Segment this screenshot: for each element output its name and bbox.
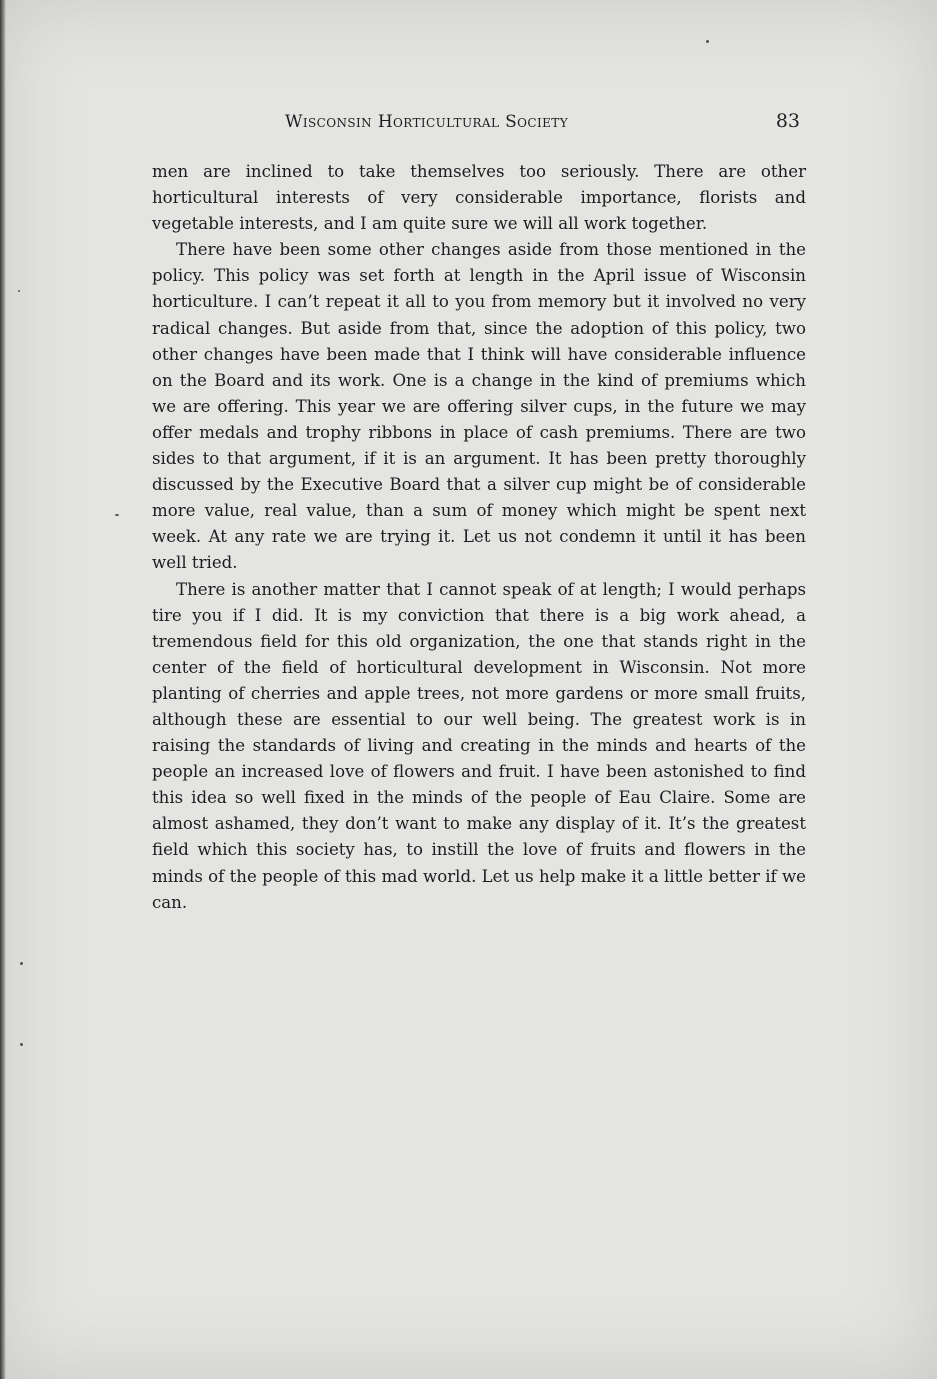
- paper-speck: [115, 514, 119, 516]
- paper-speck: [20, 1043, 23, 1046]
- paper-speck: [706, 40, 709, 43]
- page-binding-edge: [0, 0, 6, 1379]
- paragraph-3: There is another matter that I cannot speak of at length; I would perhaps tire you if I did. It is my conviction that there is a big work ahead, a tremendous field for this old organization, the one that stands right in the center of the field of horticultural development in Wisconsin. Not more planting of cherries and apple trees, not more gardens or more small fruits, although these are essential to our well being. The greatest work is in raising the standards of living and creating in the minds and hearts of the people an increased love of flowers and fruit. I have been astonished to find this idea so well fixed in the minds of the people of Eau Claire. Some are almost ashamed, they don’t want to make any display of it. It’s the greatest field which this society has, to instill the love of fruits and flowers in the minds of the people of this mad world. Let us help make it a little better if we can.: [152, 579, 806, 912]
- paper-speck: [18, 290, 20, 292]
- paper-speck: [20, 962, 23, 965]
- page-header: [150, 106, 800, 140]
- paragraph-2: There have been some other changes aside from those mentioned in the policy. This policy was set forth at length in the April issue of Wisconsin horticulture. I can’t repeat it all to you from memory but it involved no very radical changes. But aside from that, since the adoption of this policy, two other changes have been made that I think will have considerable influence on the Board and its work. One is a change in the kind of premiums which we are offering. This year we are offering silver cups, in the future we may offer medals and trophy ribbons in place of cash premiums. There are two sides to that argument, if it is an argument. It has been pretty thoroughly discussed by the Executive Board that a silver cup might be of considerable more value, real value, than a sum of money which might be spent next week. At any rate we are trying it. Let us not condemn it until it has been well tried.: [152, 240, 806, 573]
- page-number: 83: [775, 110, 800, 132]
- running-title: Wisconsin Horticultural Society: [285, 112, 569, 132]
- paragraph-1: men are inclined to take themselves too seriously. There are other horticultural interests of very considerable importance, florists and vegetable interests, and I am quite sure we will all work together.: [152, 162, 806, 234]
- body-text: [152, 159, 806, 916]
